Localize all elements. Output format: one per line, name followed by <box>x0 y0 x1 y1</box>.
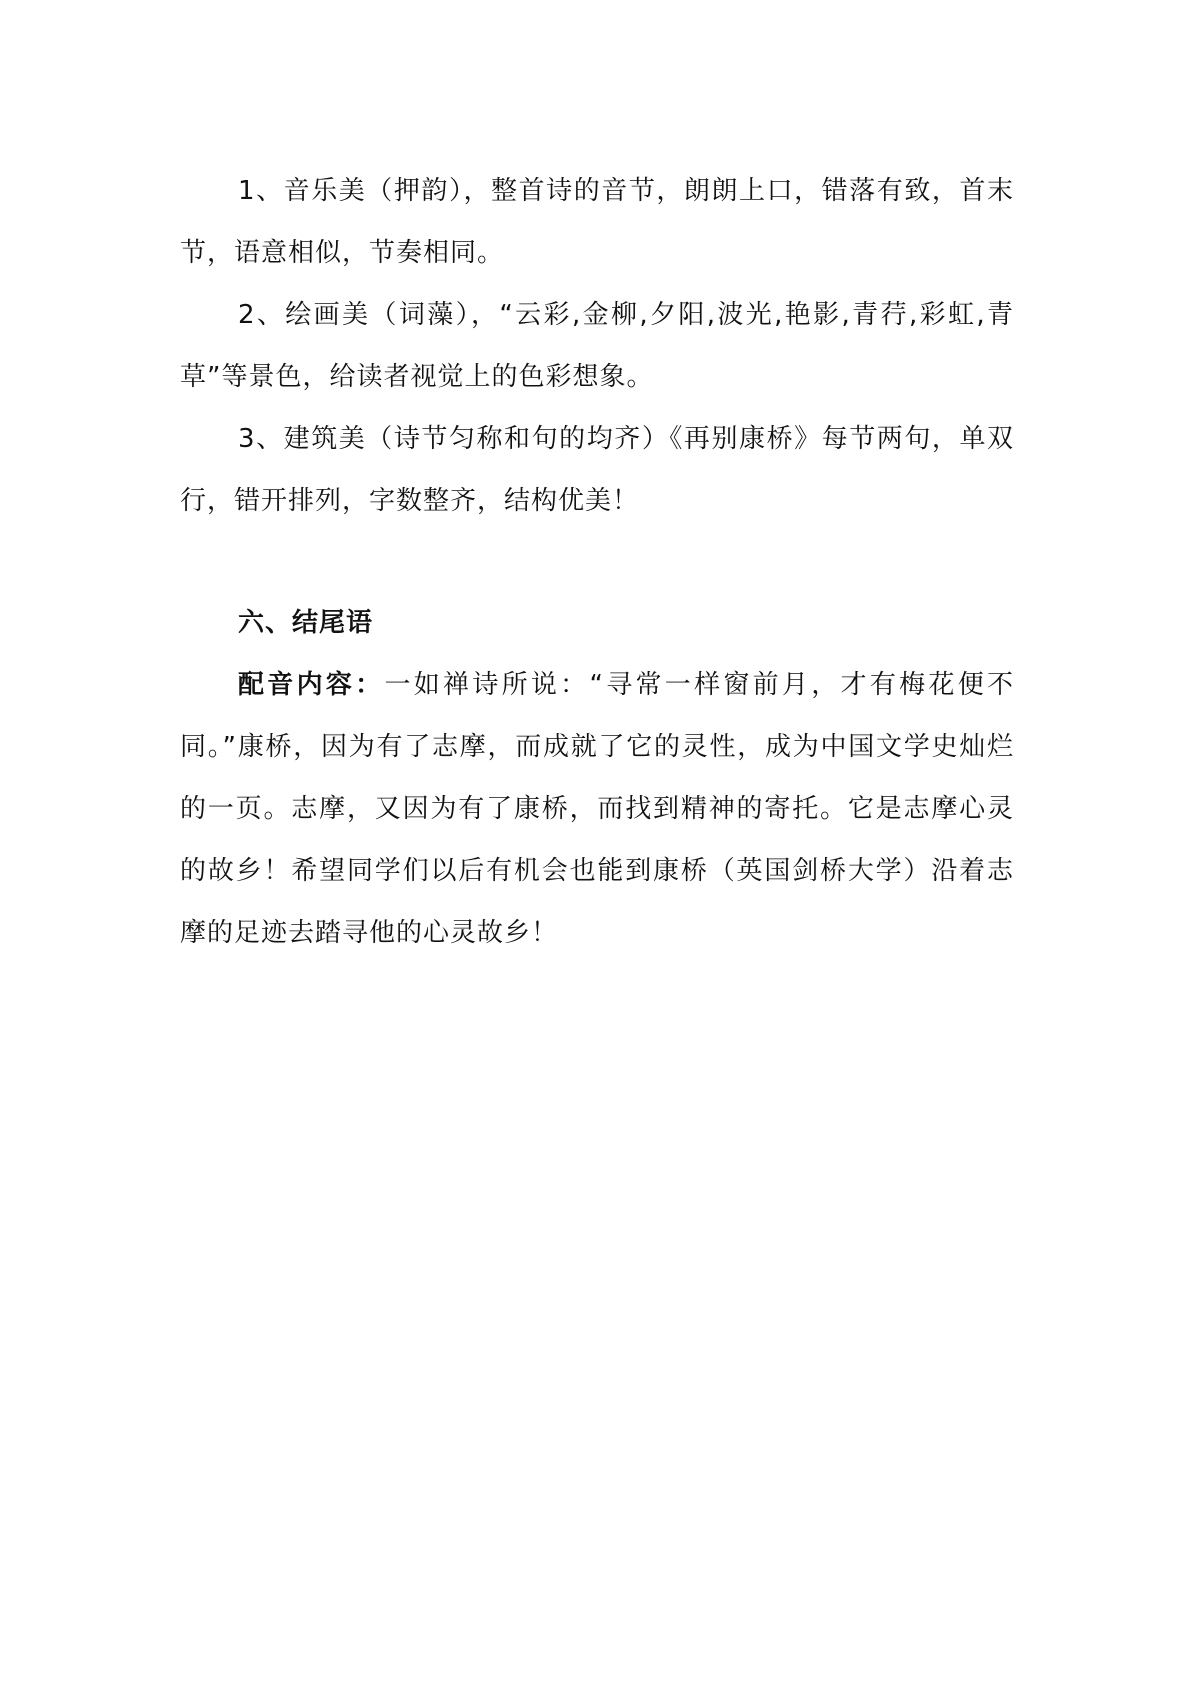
section-spacer <box>180 532 1014 592</box>
voiceover-text: 一如禅诗所说：“寻常一样窗前月，才有梅花便不同。”康桥，因为有了志摩，而成就了它的灵性，成为中国文学史灿烂的一页。志摩，又因为有了康桥，而找到精神的寄托。它是志摩心灵的故乡！希望同学们以后有机会也能到康桥（英国剑桥大学）沿着志摩的足迹去踏寻他的心灵故乡！ <box>180 670 1014 948</box>
paragraph-painting-beauty: 2、绘画美（词藻），“云彩,金柳,夕阳,波光,艳影,青荇,彩虹,青草”等景色，给读者视觉上的色彩想象。 <box>180 300 1014 392</box>
paragraph-closing <box>180 654 1014 964</box>
paragraph-music-beauty: 1、音乐美（押韵），整首诗的音节，朗朗上口，错落有致，首末节，语意相似，节奏相同。 <box>180 176 1014 268</box>
document-content <box>180 160 1014 964</box>
paragraph-architecture-beauty: 3、建筑美（诗节匀称和句的均齐）《再别康桥》每节两句，单双行，错开排列，字数整齐，结构优美！ <box>180 424 1014 516</box>
voiceover-label: 配音内容： <box>238 670 385 700</box>
section-heading: 六、结尾语 <box>238 608 374 638</box>
